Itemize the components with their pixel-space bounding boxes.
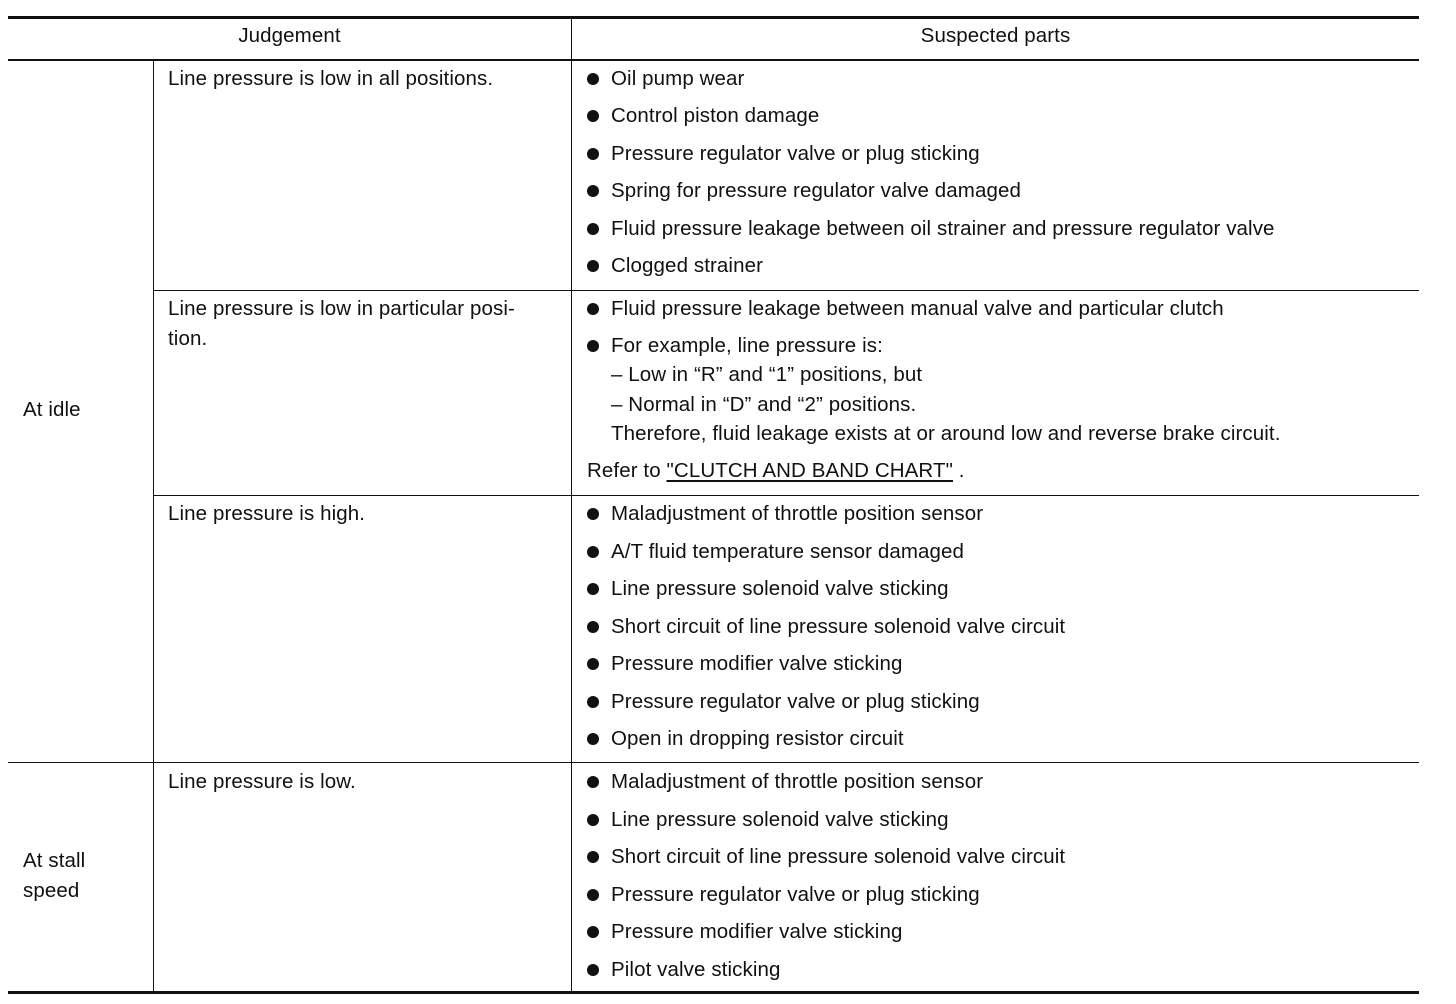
judgement-cell: Line pressure is high. xyxy=(168,502,366,525)
group-divider xyxy=(8,762,1419,763)
bullet-icon xyxy=(587,508,599,520)
bullet-icon xyxy=(587,148,599,160)
refer-note: Refer to "CLUTCH AND BAND CHART" . xyxy=(587,459,965,482)
bullet-icon xyxy=(587,776,599,788)
bullet-icon xyxy=(587,851,599,863)
condition-column-divider xyxy=(153,60,154,992)
condition-at-idle: At idle xyxy=(23,398,81,421)
bullet-icon xyxy=(587,546,599,558)
bullet-icon xyxy=(587,658,599,670)
header-judgement: Judgement xyxy=(238,24,341,47)
bullet-icon xyxy=(587,73,599,85)
bullet-icon xyxy=(587,926,599,938)
bullet-icon xyxy=(587,733,599,745)
header-suspected-parts: Suspected parts xyxy=(920,24,1071,47)
row-divider xyxy=(153,290,1419,291)
parts-column-divider xyxy=(571,60,572,992)
row-divider xyxy=(153,495,1419,496)
condition-at-stall-speed: At stall speed xyxy=(23,849,86,902)
bullet-icon xyxy=(587,696,599,708)
bullet-icon xyxy=(587,185,599,197)
clutch-band-chart-link[interactable]: "CLUTCH AND BAND CHART" xyxy=(666,459,953,482)
bullet-icon xyxy=(587,583,599,595)
header-divider xyxy=(8,59,1419,61)
bullet-icon xyxy=(587,621,599,633)
bullet-icon xyxy=(587,223,599,235)
bullet-icon xyxy=(587,303,599,315)
bullet-icon xyxy=(587,110,599,122)
example-line: – Normal in “D” and “2” positions. xyxy=(611,393,917,416)
bullet-icon xyxy=(587,260,599,272)
bullet-icon xyxy=(587,889,599,901)
example-line: Therefore, fluid leakage exists at or around low and reverse brake circuit. xyxy=(611,422,1281,445)
table-top-border xyxy=(8,16,1419,19)
bullet-icon xyxy=(587,340,599,352)
bullet-icon xyxy=(587,814,599,826)
example-line: – Low in “R” and “1” positions, but xyxy=(611,363,923,386)
judgement-cell: Line pressure is low. xyxy=(168,770,356,793)
judgement-cell: Line pressure is low in particular posi- tion. xyxy=(168,297,515,350)
table-bottom-border xyxy=(8,991,1419,994)
bullet-icon xyxy=(587,964,599,976)
judgement-cell: Line pressure is low in all positions. xyxy=(168,67,494,90)
